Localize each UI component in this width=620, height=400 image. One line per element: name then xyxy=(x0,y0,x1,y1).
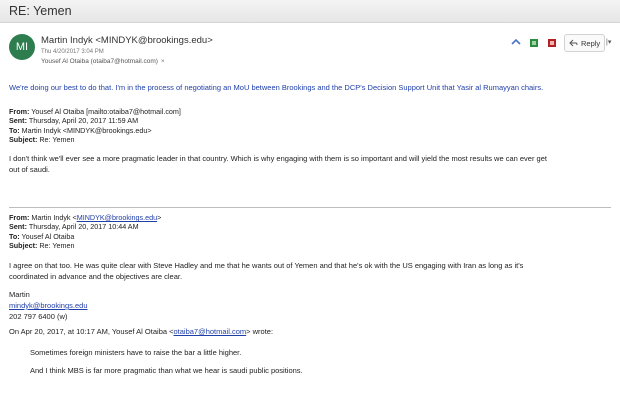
window-titlebar xyxy=(0,0,620,23)
recipient-chip[interactable]: Yousef Al Otaiba (otaiba7@hotmail.com) xyxy=(41,58,158,65)
fwd1-body xyxy=(9,153,614,175)
reply-body-text: We're doing our best to do that. I'm in the process of negotiating an MoU between Brookings and the DCP's Decision Support Unit that Yasir al Rumayyan chairs. xyxy=(9,83,544,92)
signature-phone: 202 797 6400 (w) xyxy=(9,312,68,321)
fwd1-body-line: out of saudi. xyxy=(9,165,50,174)
forward-header-2 xyxy=(9,213,161,250)
fwd2-body-line: I agree on that too. He was quite clear with Steve Hadley and me that he wants out of Yemen and that he's ok with the US engaging with Iran as long as it's xyxy=(9,261,524,270)
sender-name[interactable]: Martin Indyk <MINDYK@brookings.edu> xyxy=(41,35,213,46)
signature-email-link[interactable]: mindyk@brookings.edu xyxy=(9,301,88,310)
reply-button-label: Reply xyxy=(581,38,601,48)
avatar: MI xyxy=(9,34,35,60)
recipient-line xyxy=(41,58,165,65)
signature-name: Martin xyxy=(9,290,30,299)
fwd2-to-line: To: Yousef Al Otaiba xyxy=(9,231,75,241)
fwd2-body-line: coordinated in advance and the objectives are clear. xyxy=(9,272,183,281)
fwd2-from-email-link[interactable]: MINDYK@brookings.edu xyxy=(76,213,158,222)
window-title: RE: Yemen xyxy=(9,4,72,18)
fwd2-subject-line: Subject: Re: Yemen xyxy=(9,240,75,250)
message-divider xyxy=(9,207,611,208)
recipient-remove-icon[interactable]: × xyxy=(160,58,165,65)
fwd1-subject-line: Subject: Re: Yemen xyxy=(9,134,75,144)
reply-icon xyxy=(569,39,578,47)
quoted-text-line: Sometimes foreign ministers have to raise the bar a little higher. xyxy=(30,348,242,357)
fwd1-body-line: I don't think we'll ever see a more pragmatic leader in that country. Which is why engaging with them is so important and will yield the most results we can ever get xyxy=(9,154,547,163)
fwd2-from-line: From: Martin Indyk <MINDYK@brookings.edu> xyxy=(9,213,162,222)
quoted-text-line: And I think MBS is far more pragmatic than what we hear is saudi public positions. xyxy=(30,366,303,375)
fwd2-sent-line: Sent: Thursday, April 20, 2017 10:44 AM xyxy=(9,222,139,232)
sent-date: Thu 4/20/2017 3:04 PM xyxy=(41,49,104,55)
reply-arrow-icon[interactable] xyxy=(510,37,522,49)
fwd1-to-line: To: Martin Indyk <MINDYK@brookings.edu> xyxy=(9,125,152,135)
fwd1-from-line: From: Yousef Al Otaiba [mailto:otaiba7@hotmail.com] xyxy=(9,107,181,116)
quote-intro: On Apr 20, 2017, at 10:17 AM, Yousef Al Otaiba <otaiba7@hotmail.com> wrote: xyxy=(9,327,274,336)
reply-button[interactable] xyxy=(564,34,605,52)
fwd1-sent-line: Sent: Thursday, April 20, 2017 11:59 AM xyxy=(9,116,139,126)
reply-options-dropdown[interactable]: |▾ xyxy=(606,39,612,46)
category-icon[interactable] xyxy=(546,37,558,49)
signature xyxy=(9,289,614,322)
forward-header-1 xyxy=(9,107,181,144)
fwd2-body xyxy=(9,260,614,282)
quote-author-email-link[interactable]: otaiba7@hotmail.com xyxy=(173,327,247,336)
flag-icon[interactable] xyxy=(528,37,540,49)
